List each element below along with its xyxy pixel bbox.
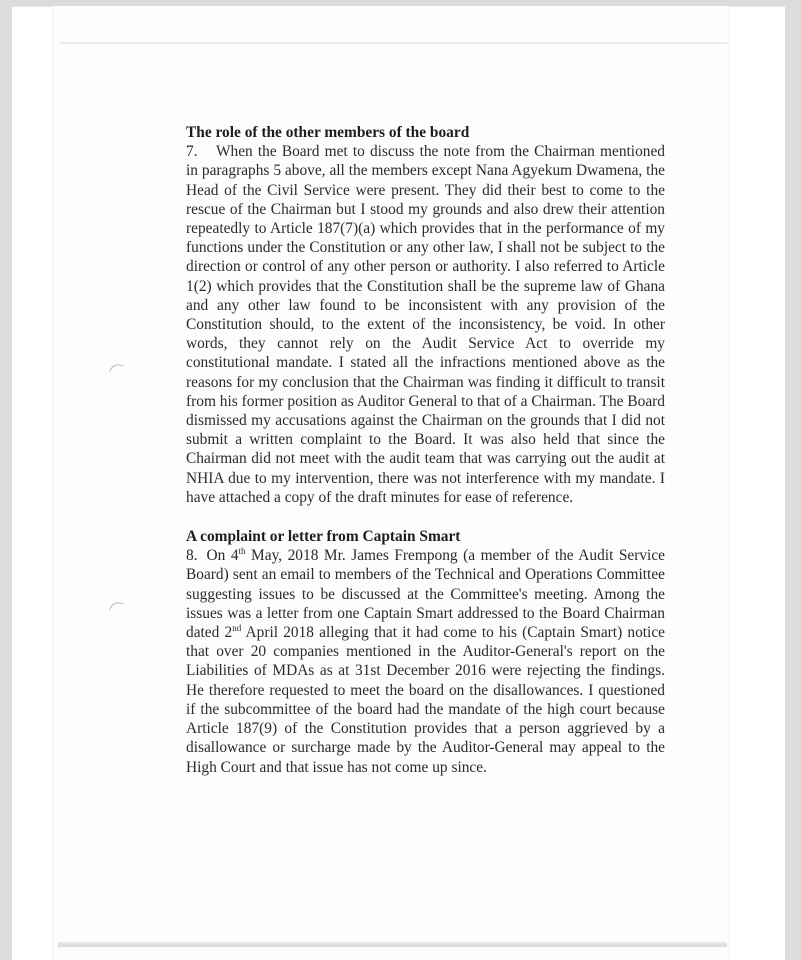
document-body (186, 123, 665, 777)
paragraph-8 (186, 546, 665, 776)
page-top-edge (60, 42, 727, 44)
paragraph-number: 8. (186, 547, 198, 565)
section-spacer (186, 507, 665, 527)
paragraph-7 (186, 142, 665, 507)
ordinal-suffix: nd (232, 623, 242, 634)
page-smudge (320, 943, 328, 947)
paragraph-text-part: On 4 (206, 547, 239, 565)
paragraph-number: 7. (186, 143, 198, 161)
section-heading: A complaint or letter from Captain Smart (186, 528, 461, 546)
paragraph-text-part: April 2018 alleging that it had come to his (Captain Smart) notice that over 20 companies mentioned in the Auditor-General's report on the Liabilities of MDAs as at 31st December 2016 were rejecting the findings. He therefore requested to meet the board on the disallowances. I questioned if the subcommittee of the board had the mandate of the high court because Article 187(9) of the Constitution provides that a person aggrieved by a disallowance or surcharge made by the Auditor-General may appeal to the High Court and that issue has not come up since. (186, 624, 665, 776)
paragraph-text-part: May, 2018 Mr. James Frempong (a member of the Audit Service Board) sent an email to members of the Technical and Operations Committee suggesting issues to be discussed at the Committee's meeting. Among the issues was a letter from one Captain Smart addressed to the Board Chairman dated 2 (186, 547, 665, 642)
section-role-of-board-members (186, 123, 665, 507)
ordinal-suffix: th (238, 546, 246, 557)
paragraph-text: When the Board met to discuss the note from the Chairman mentioned in paragraphs 5 above, all the members except Nana Agyekum Dwamena, the Head of the Civil Service were present. They did their best to come to the rescue of the Chairman but I stood my grounds and also drew their attention repeatedly to Article 187(7)(a) which provides that in the performance of my functions under the Constitution or any other law, I shall not be subject to the direction or control of any other person or authority. I also referred to Article 1(2) which provides that the Constitution shall be the supreme law of Ghana and any other law found to be inconsistent with any provision of the Constitution should, to the extent of the inconsistency, be void. In other words, they cannot rely on the Audit Service Act to override my constitutional mandate. I stated all the infractions mentioned above as the reasons for my conclusion that the Chairman was finding it difficult to transit from his former position as Auditor General to that of a Chairman. The Board dismissed my accusations against the Chairman on the grounds that I did not submit a written complaint to the Board. It was also held that since the Chairman did not meet with the audit team that was carrying out the audit at NHIA due to my intervention, there was not interference with my mandate. I have attached a copy of the draft minutes for ease of reference. (186, 143, 665, 506)
section-heading: The role of the other members of the board (186, 124, 470, 141)
section-captain-smart-complaint (186, 527, 665, 777)
page-bottom-edge (58, 942, 727, 947)
